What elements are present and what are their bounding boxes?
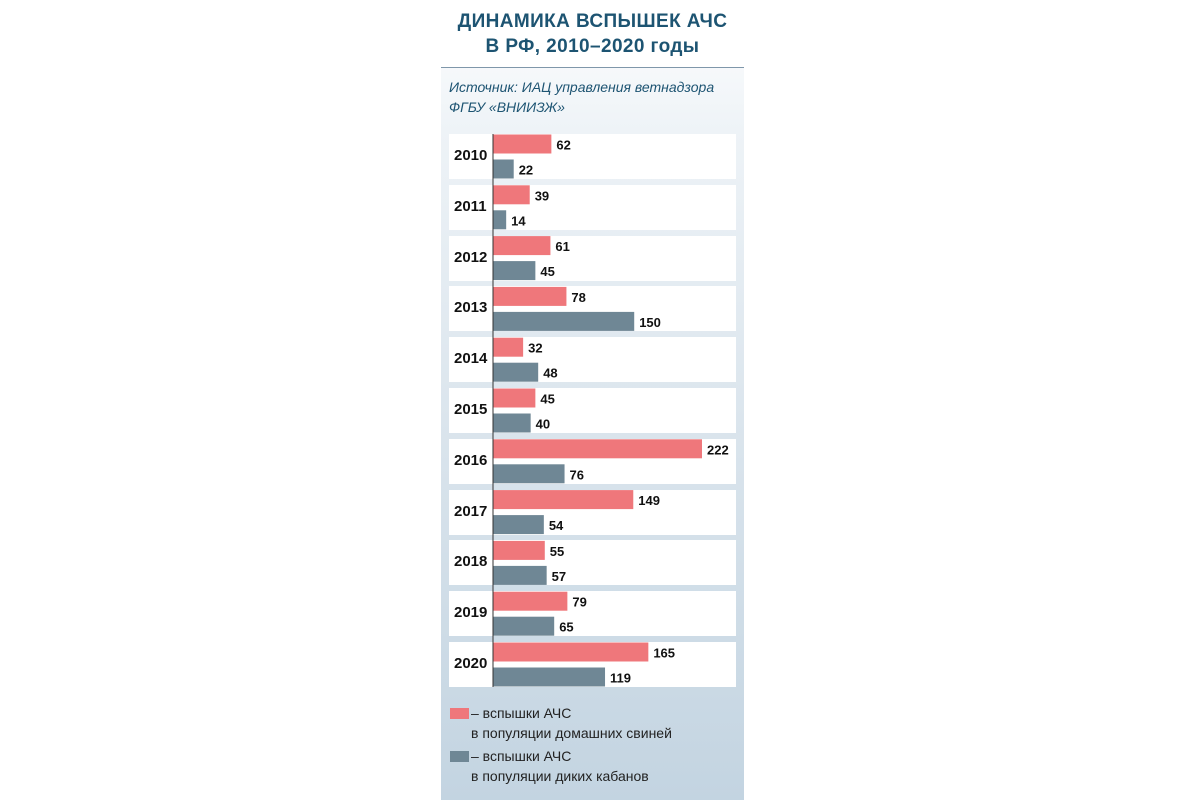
bar-wild-2012 bbox=[493, 261, 535, 280]
bar-wild-2010 bbox=[493, 160, 514, 179]
bar-wild-2020 bbox=[493, 668, 605, 687]
value-label-domestic-2019: 79 bbox=[572, 594, 587, 610]
bar-wild-2017 bbox=[493, 515, 544, 534]
year-label: 2016 bbox=[454, 451, 488, 469]
bar-chart bbox=[441, 0, 744, 700]
value-label-domestic-2016: 222 bbox=[707, 442, 729, 458]
bar-wild-2019 bbox=[493, 617, 554, 636]
bar-domestic-2011 bbox=[493, 185, 530, 204]
value-label-wild-2014: 48 bbox=[543, 365, 558, 381]
bar-wild-2014 bbox=[493, 363, 538, 382]
year-label: 2012 bbox=[454, 248, 488, 266]
bar-wild-2016 bbox=[493, 464, 565, 483]
value-label-wild-2010: 22 bbox=[518, 162, 534, 178]
value-label-wild-2019: 65 bbox=[559, 619, 574, 635]
legend-domestic-line-2: в популяции домашних свиней bbox=[471, 725, 672, 741]
bar-domestic-2020 bbox=[493, 643, 648, 662]
value-label-domestic-2018: 55 bbox=[549, 543, 565, 559]
year-label: 2014 bbox=[454, 350, 488, 368]
value-label-wild-2012: 45 bbox=[540, 264, 555, 280]
bar-wild-2013 bbox=[493, 312, 634, 331]
value-label-domestic-2020: 165 bbox=[653, 645, 676, 661]
bar-domestic-2016 bbox=[493, 439, 702, 458]
value-label-wild-2011: 14 bbox=[511, 213, 526, 229]
bar-wild-2018 bbox=[493, 566, 547, 585]
bar-domestic-2012 bbox=[493, 236, 550, 255]
year-label: 2018 bbox=[454, 553, 488, 571]
value-label-wild-2017: 54 bbox=[548, 518, 564, 534]
chart-title-line-2: В РФ, 2010–2020 годы bbox=[485, 36, 700, 57]
legend-swatch-wild bbox=[450, 751, 469, 762]
bar-domestic-2014 bbox=[493, 338, 523, 357]
value-label-domestic-2010: 62 bbox=[556, 137, 571, 153]
value-label-domestic-2011: 39 bbox=[534, 188, 550, 204]
year-label: 2019 bbox=[454, 604, 488, 622]
year-label: 2020 bbox=[454, 655, 488, 672]
bar-domestic-2017 bbox=[493, 490, 633, 509]
bar-wild-2015 bbox=[493, 414, 531, 433]
value-label-domestic-2012: 61 bbox=[555, 239, 570, 255]
bar-domestic-2010 bbox=[493, 135, 551, 154]
value-label-wild-2020: 119 bbox=[610, 670, 632, 686]
legend-wild-line-1: – вспышки АЧС bbox=[471, 748, 572, 764]
infographic-panel bbox=[441, 0, 744, 800]
value-label-domestic-2014: 32 bbox=[528, 340, 543, 356]
legend-wild-line-2: в популяции диких кабанов bbox=[471, 768, 649, 784]
year-label: 2010 bbox=[454, 147, 488, 164]
source-line-1: Источник: ИАЦ управления ветнадзора bbox=[449, 79, 715, 95]
legend-item-wild bbox=[450, 746, 740, 786]
bar-domestic-2019 bbox=[493, 592, 567, 611]
value-label-domestic-2015: 45 bbox=[540, 391, 555, 407]
year-label: 2017 bbox=[454, 502, 488, 520]
legend-item-domestic bbox=[450, 703, 740, 743]
year-label: 2011 bbox=[454, 197, 487, 215]
value-label-wild-2016: 76 bbox=[569, 467, 585, 483]
value-label-domestic-2017: 149 bbox=[638, 493, 660, 509]
value-label-wild-2018: 57 bbox=[551, 568, 567, 584]
year-label: 2015 bbox=[454, 401, 488, 418]
bar-wild-2011 bbox=[493, 210, 506, 229]
bar-domestic-2013 bbox=[493, 287, 566, 306]
bar-domestic-2018 bbox=[493, 541, 545, 560]
source-line-2: ФГБУ «ВНИИЗЖ» bbox=[449, 99, 565, 115]
year-label: 2013 bbox=[454, 299, 488, 317]
value-label-wild-2013: 150 bbox=[639, 314, 661, 330]
legend-domestic-line-1: – вспышки АЧС bbox=[471, 705, 572, 721]
legend-swatch-domestic bbox=[450, 708, 469, 719]
value-label-wild-2015: 40 bbox=[535, 416, 551, 432]
value-label-domestic-2013: 78 bbox=[571, 289, 586, 305]
chart-title-line-1: ДИНАМИКА ВСПЫШЕК АЧС bbox=[457, 11, 728, 32]
bar-domestic-2015 bbox=[493, 389, 535, 408]
